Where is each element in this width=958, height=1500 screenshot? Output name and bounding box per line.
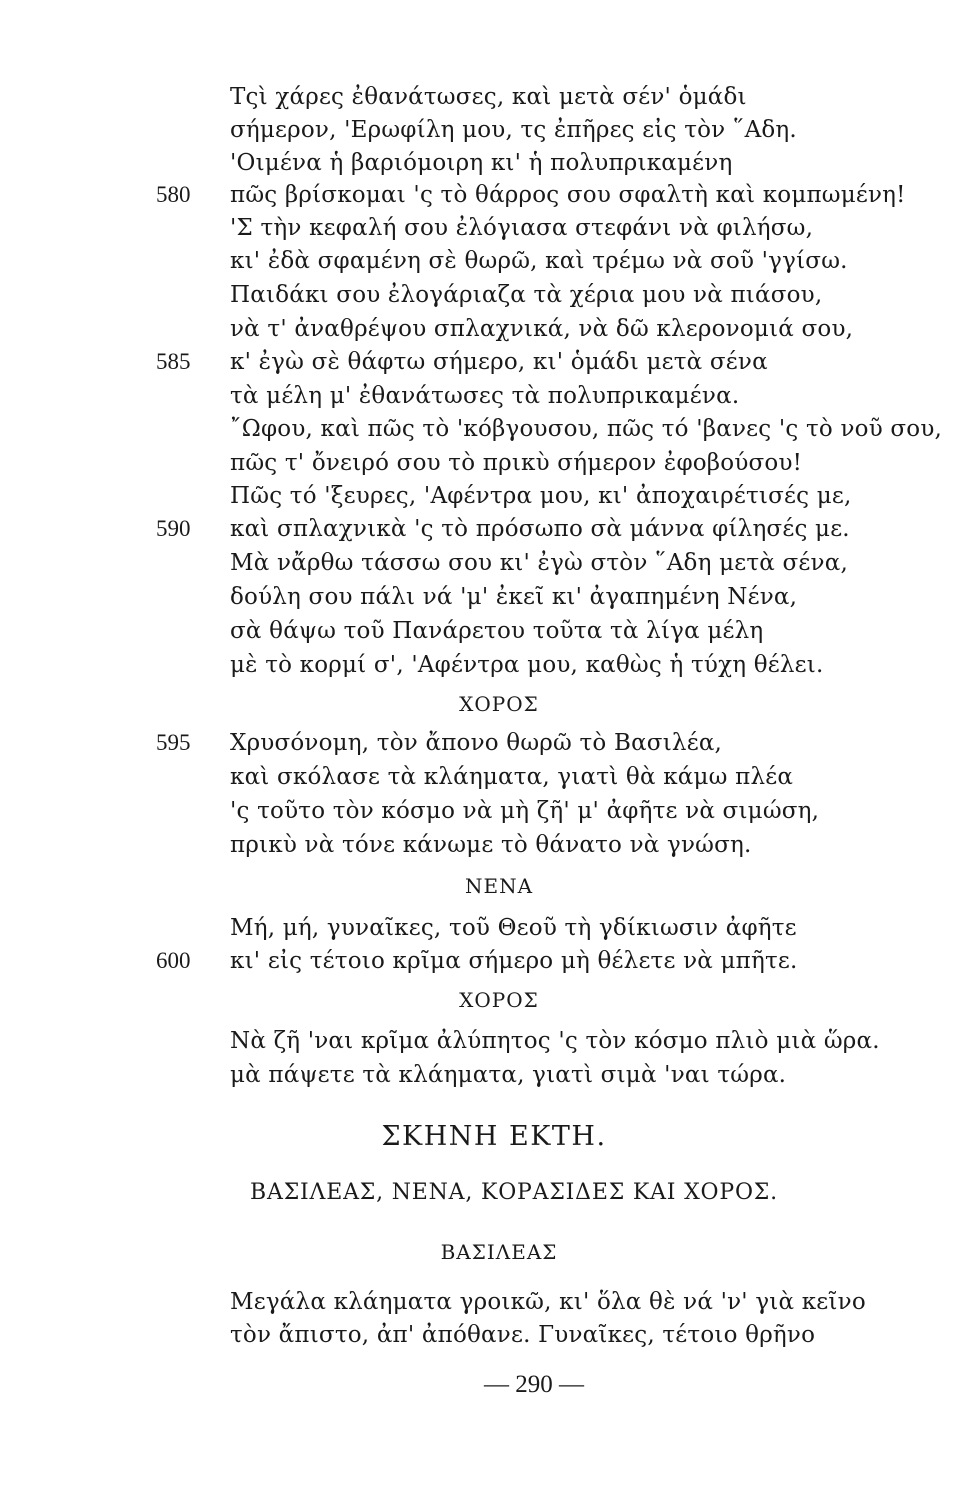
verse-line: μὲ τὸ κορμί σ', 'Αφέντρα μου, καθὼς ἡ τύχη θέλει.	[230, 652, 824, 678]
verse-line: Τςὶ χάρες ἐθανάτωσες, καὶ μετὰ σέν' ὁμάδι	[230, 84, 747, 110]
verse-line: 'Σ τὴν κεφαλή σου ἐλόγιασα στεφάνι νὰ φιλήσω,	[230, 215, 814, 241]
verse-line: κ' ἐγὼ σὲ θάφτω σήμερο, κι' ὁμάδι μετὰ σένα	[230, 349, 768, 375]
verse-line: ῎Ωφου, καὶ πῶς τὸ 'κόβγουσου, πῶς τό 'βανες 'ς τὸ νοῦ σου,	[230, 416, 943, 442]
line-number: 600	[156, 948, 191, 973]
verse-line: πῶς βρίσκομαι 'ς τὸ θάρρος σου σφαλτὴ καὶ κομπωμένη!	[230, 182, 906, 208]
verse-line: κι' ἐδὰ σφαμένη σὲ θωρῶ, καὶ τρέμω νὰ σοῦ 'γγίσω.	[230, 248, 848, 274]
verse-line: κι' εἰς τέτοιο κρῖμα σήμερο μὴ θέλετε νὰ μπῆτε.	[230, 948, 798, 974]
cast-list: ΒΑΣΙΛΕΑΣ, ΝΕΝΑ, ΚΟΡΑΣΙΔΕΣ ΚΑΙ ΧΟΡΟΣ.	[250, 1180, 778, 1205]
verse-line: πρικὺ νὰ τόνε κάνωμε τὸ θάνατο νὰ γνώση.	[230, 832, 752, 858]
speaker-heading: ΒΑΣΙΛΕΑΣ	[440, 1240, 558, 1264]
speaker-heading: ΝΕΝΑ	[464, 874, 534, 898]
line-number: 580	[156, 182, 191, 207]
verse-line: σὰ θάψω τοῦ Πανάρετου τοῦτα τὰ λίγα μέλη	[230, 618, 764, 644]
verse-line: καὶ σκόλασε τὰ κλάηματα, γιατὶ θὰ κάμω πλέα	[230, 764, 794, 790]
verse-line: 'Οιμένα ἡ βαριόμοιρη κι' ἡ πολυπρικαμένη	[230, 150, 733, 176]
line-number: 585	[156, 349, 191, 374]
speaker-heading: ΧΟΡΟΣ	[459, 692, 539, 716]
verse-line: Χρυσόνομη, τὸν ἄπονο θωρῶ τὸ Βασιλέα,	[230, 730, 723, 756]
verse-line: νὰ τ' ἀναθρέψου σπλαχνικά, νὰ δῶ κλερονομιά σου,	[230, 316, 854, 342]
verse-line: σήμερον, 'Ερωφίλη μου, τς ἐπῆρες εἰς τὸν ῞Αδη.	[230, 117, 797, 143]
line-number: 595	[156, 730, 191, 755]
speaker-heading: ΧΟΡΟΣ	[459, 988, 539, 1012]
scene-title: ΣΚΗΝΗ ΕΚΤΗ.	[381, 1121, 607, 1152]
verse-line: τὸν ἄπιστο, ἀπ' ἀπόθανε. Γυναῖκες, τέτοιο θρῆνο	[230, 1322, 816, 1348]
verse-line: τὰ μέλη μ' ἐθανάτωσες τὰ πολυπρικαμένα.	[230, 383, 740, 409]
verse-line: καὶ σπλαχνικὰ 'ς τὸ πρόσωπο σὰ μάννα φίλησές με.	[230, 516, 850, 542]
verse-line: Παιδάκι σου ἐλογάριαζα τὰ χέρια μου νὰ πιάσου,	[230, 282, 823, 308]
verse-line: δούλη σου πάλι νά 'μ' ἐκεῖ κι' ἀγαπημένη Νένα,	[230, 584, 798, 610]
verse-line: μὰ πάψετε τὰ κλάηματα, γιατὶ σιμὰ 'ναι τώρα.	[230, 1062, 787, 1088]
verse-line: 'ς τοῦτο τὸν κόσμο νὰ μὴ ζῆ' μ' ἀφῆτε νὰ σιμώση,	[230, 798, 820, 824]
verse-line: Μή, μή, γυναῖκες, τοῦ Θεοῦ τὴ γδίκιωσιν ἀφῆτε	[230, 915, 797, 941]
verse-line: Μὰ νἄρθω τάσσω σου κι' ἐγὼ στὸν ῞Αδη μετὰ σένα,	[230, 550, 848, 576]
verse-line: Μεγάλα κλάηματα γροικῶ, κι' ὅλα θὲ νά 'ν' γιὰ κεῖνο	[230, 1289, 866, 1315]
line-number: 590	[156, 516, 191, 541]
verse-line: πῶς τ' ὄνειρό σου τὸ πρικὺ σήμερον ἐφοβούσου!	[230, 450, 803, 476]
verse-line: Πῶς τό 'ξευρες, 'Αφέντρα μου, κι' ἀποχαιρέτισές με,	[230, 483, 852, 509]
verse-line: Νὰ ζῆ 'ναι κρῖμα ἀλύπητος 'ς τὸν κόσμο πλιὸ μιὰ ὥρα.	[230, 1028, 880, 1054]
page-number: — 290 —	[484, 1371, 584, 1398]
